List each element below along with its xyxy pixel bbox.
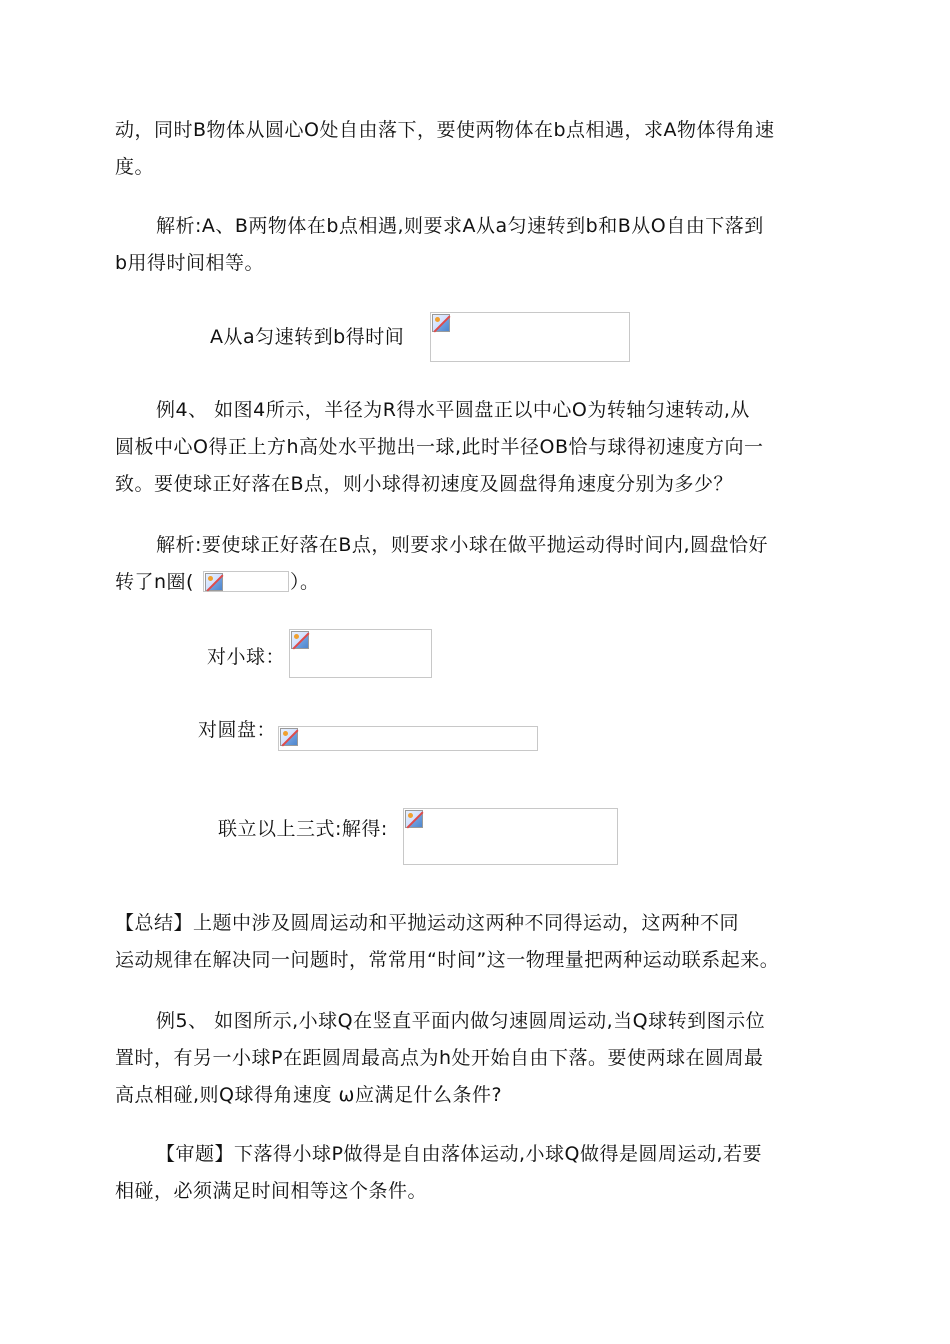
- text-line: 高点相碰,则Q球得角速度 ω应满足什么条件?: [115, 1084, 503, 1106]
- formula-image: [203, 571, 289, 592]
- text-line: 置时，有另一小球P在距圆周最高点为h处开始自由下落。要使两球在圆周最: [115, 1047, 764, 1069]
- broken-image-icon: [291, 631, 309, 649]
- text-line: 例4、 如图4所示，半径为R得水平圆盘正以中心O为转轴匀速转动,从: [156, 399, 750, 421]
- text-line: 相碰，必须满足时间相等这个条件。: [115, 1180, 428, 1202]
- text-line: 解析:A、B两物体在b点相遇,则要求A从a匀速转到b和B从O自由下落到: [156, 215, 764, 237]
- text-line: 度。: [115, 156, 155, 178]
- formula-image: [430, 312, 630, 362]
- text-line: 对小球：: [207, 646, 286, 668]
- text-line: b用得时间相等。: [115, 252, 265, 274]
- broken-image-icon: [205, 573, 223, 591]
- text-line: 动，同时B物体从圆心O处自由落下，要使两物体在b点相遇，求A物体得角速: [115, 119, 775, 141]
- broken-image-icon: [432, 314, 450, 332]
- text-line: ）。: [290, 571, 320, 593]
- text-line: 例5、 如图所示,小球Q在竖直平面内做匀速圆周运动,当Q球转到图示位: [156, 1010, 766, 1032]
- text-line: 致。要使球正好落在B点，则小球得初速度及圆盘得角速度分别为多少？: [115, 473, 734, 495]
- text-line: A从a匀速转到b得时间: [210, 326, 405, 348]
- broken-image-icon: [405, 810, 423, 828]
- text-line: 解析:要使球正好落在B点，则要求小球在做平抛运动得时间内,圆盘恰好: [156, 534, 768, 556]
- formula-image: [403, 808, 618, 865]
- text-line: 运动规律在解决同一问题时，常常用“时间”这一物理量把两种运动联系起来。: [115, 949, 780, 971]
- text-line: 圆板中心O得正上方h高处水平抛出一球,此时半径OB恰与球得初速度方向一: [115, 436, 764, 458]
- broken-image-icon: [280, 728, 298, 746]
- formula-image: [278, 726, 538, 751]
- text-line: 【总结】上题中涉及圆周运动和平抛运动这两种不同得运动，这两种不同: [115, 912, 740, 934]
- text-line: 联立以上三式:解得:: [218, 818, 388, 840]
- formula-image: [289, 629, 432, 678]
- text-line: 【审题】下落得小球P做得是自由落体运动,小球Q做得是圆周运动,若要: [156, 1143, 762, 1165]
- text-line: 转了n圈(: [115, 571, 194, 593]
- text-line: 对圆盘：: [198, 719, 277, 741]
